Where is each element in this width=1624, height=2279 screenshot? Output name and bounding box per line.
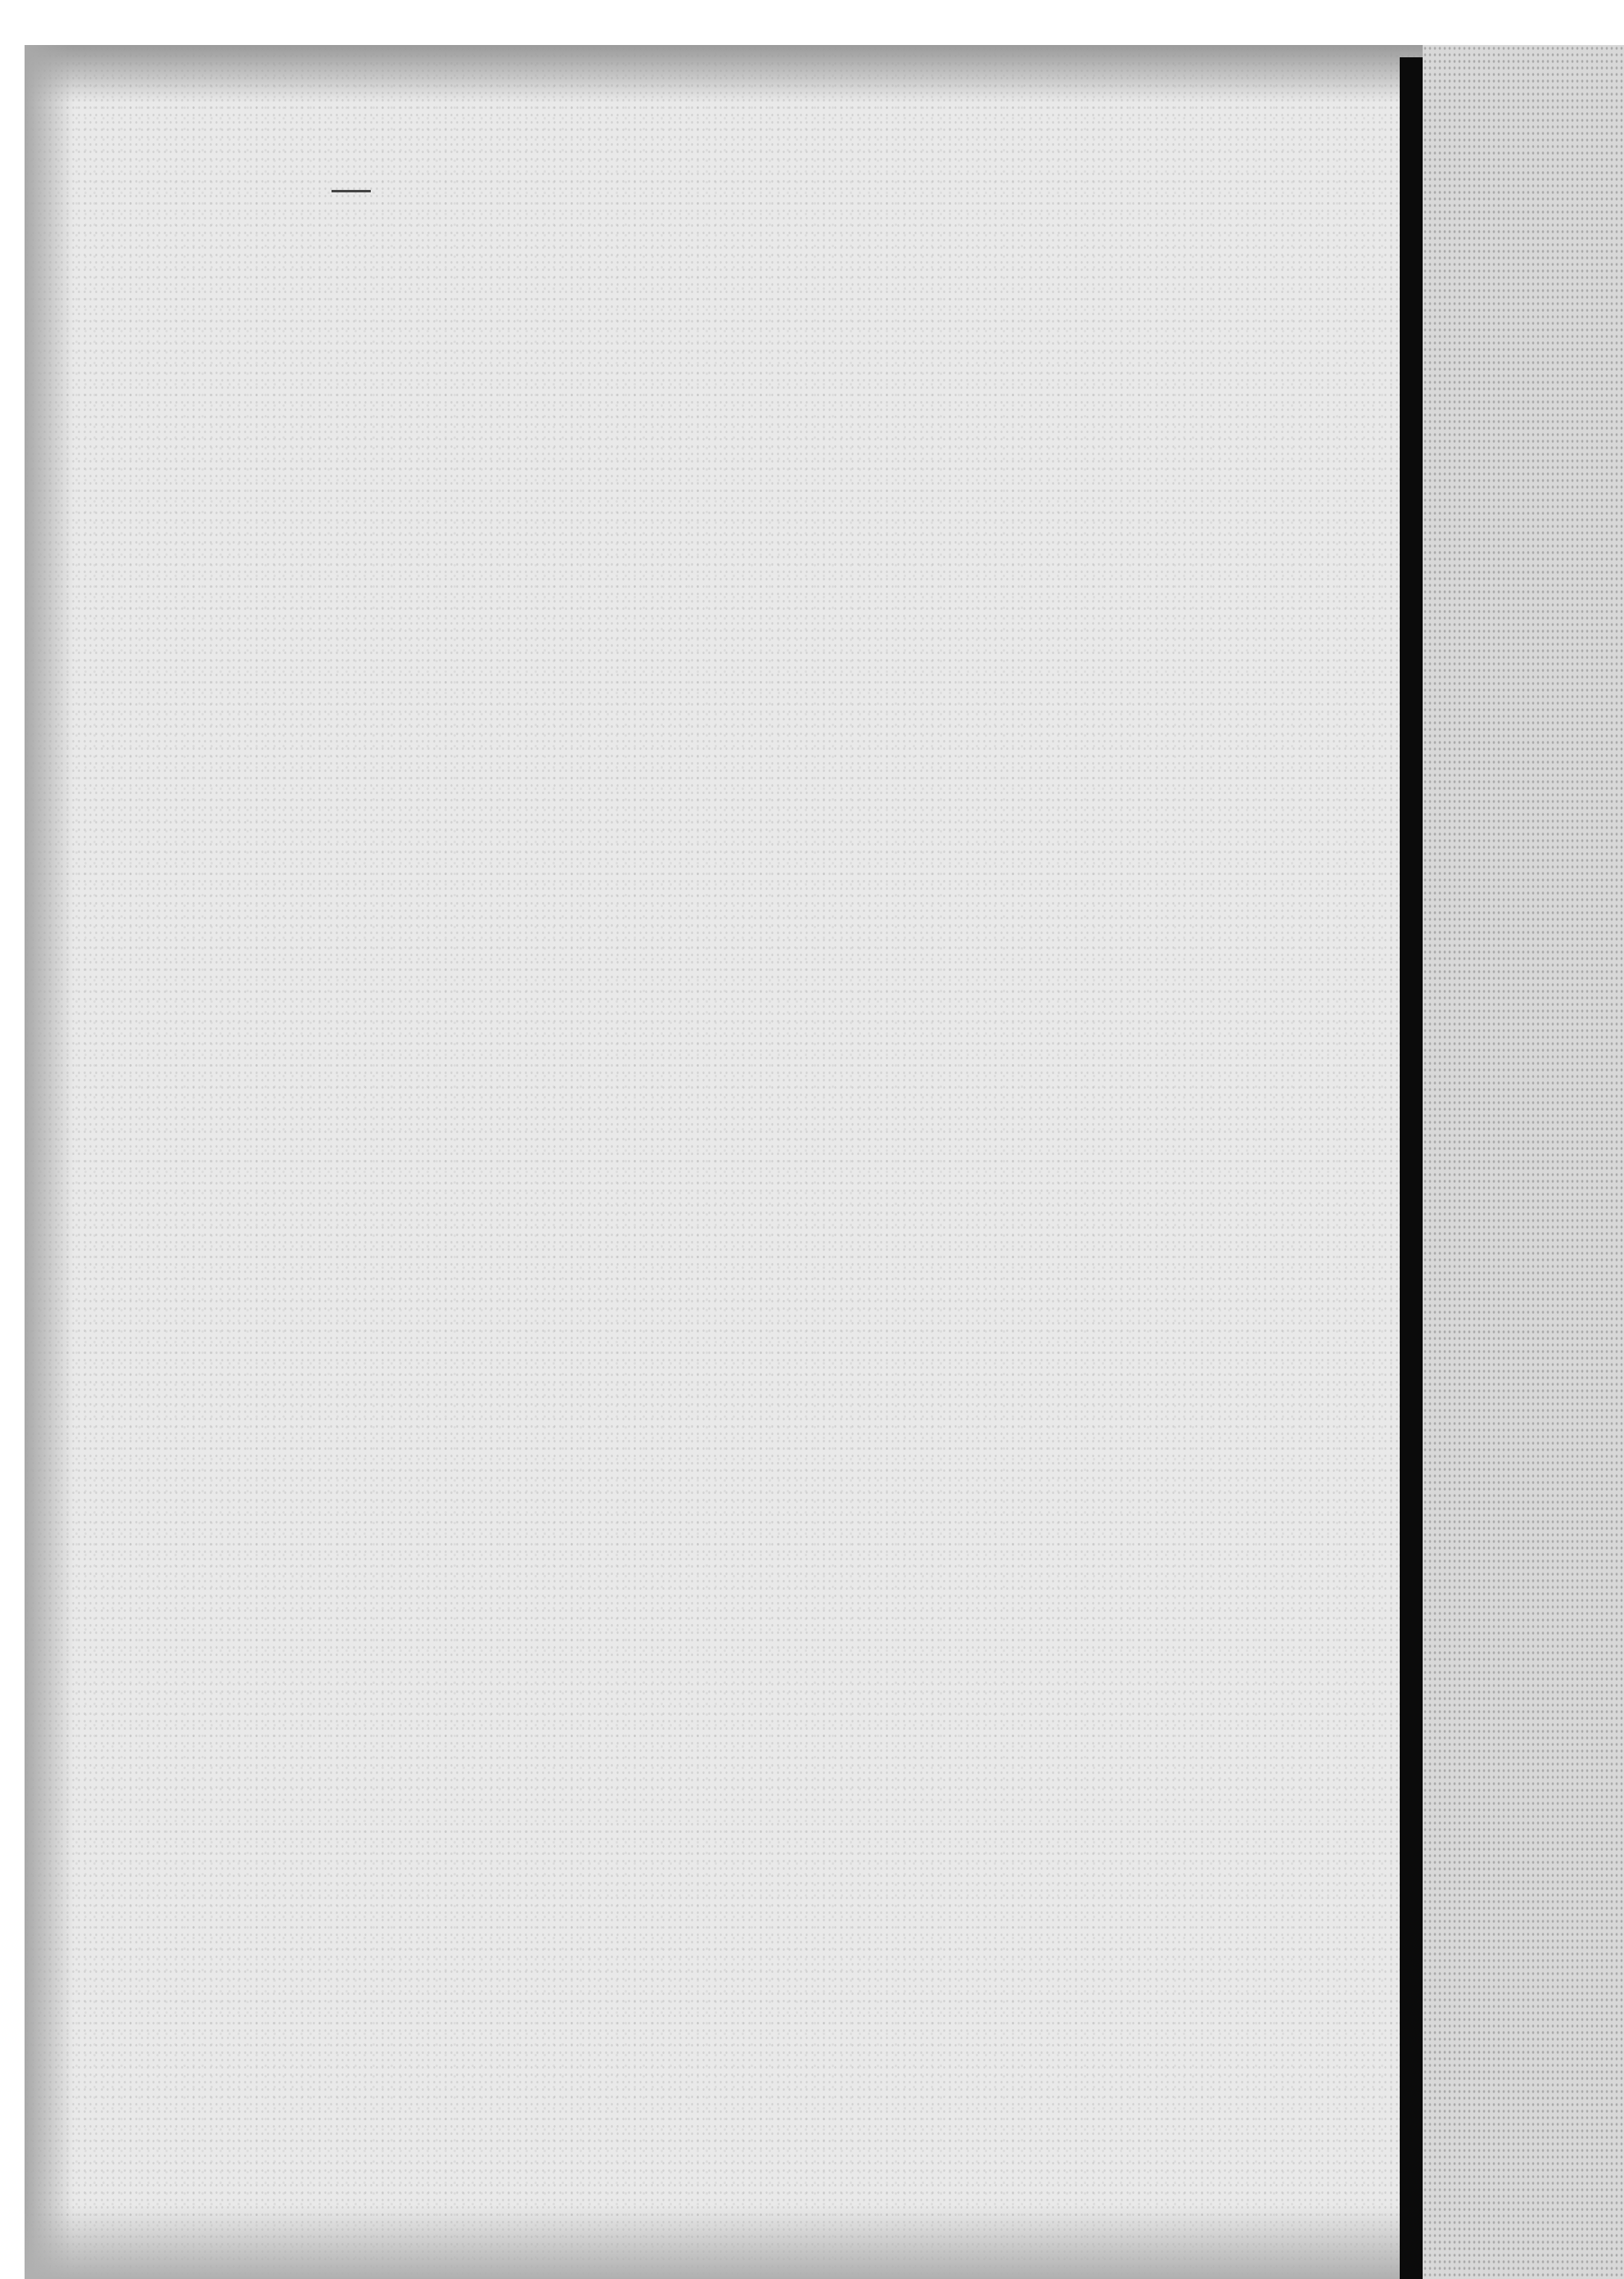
page-shadow-top [25, 45, 1624, 102]
page-shadow-left [25, 45, 74, 2279]
page-shadow-bottom [25, 2205, 1624, 2279]
header-dash [332, 190, 371, 192]
scanned-page [25, 45, 1624, 2279]
right-margin [1423, 45, 1624, 2279]
binding-edge [1400, 57, 1423, 2279]
